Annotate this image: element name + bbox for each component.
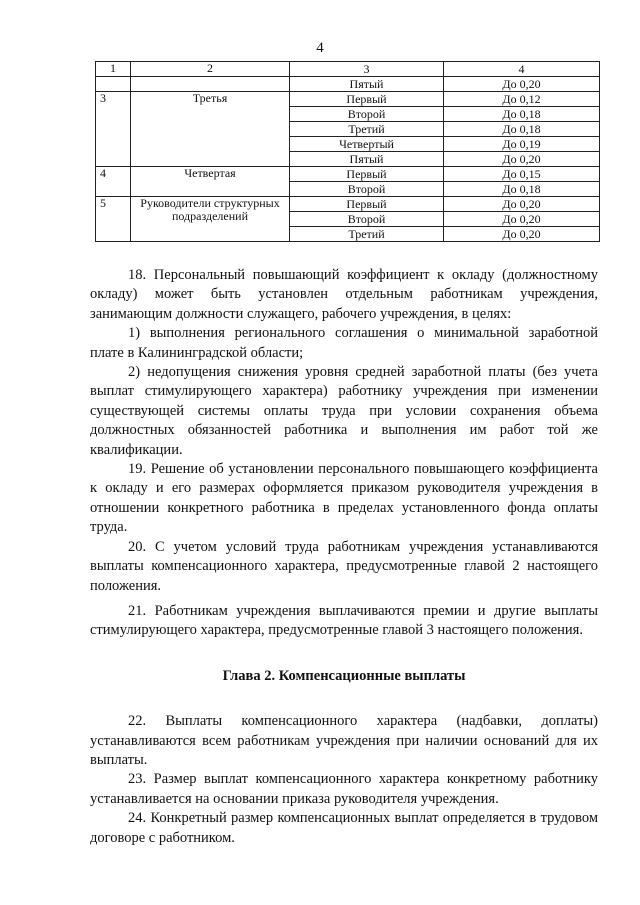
group-number-cell: 5 <box>96 197 131 242</box>
level-cell: Четвертый <box>290 137 444 152</box>
header-col-1: 1 <box>96 62 131 77</box>
coefficient-value-cell: До 0,15 <box>444 167 600 182</box>
page-number: 4 <box>316 40 324 56</box>
group-number-cell: 4 <box>96 167 131 197</box>
coefficient-value-cell: До 0,20 <box>444 212 600 227</box>
coefficient-value-cell: До 0,20 <box>444 152 600 167</box>
coefficient-value-cell: До 0,18 <box>444 107 600 122</box>
level-cell: Первый <box>290 92 444 107</box>
paragraph-18: 18. Персональный повышающий коэффициент к окладу (должностному окладу) может быть установлен отдельным работникам учреждения, занимающим должности служащего, рабочего учреждения, в целях: <box>90 267 598 322</box>
group-name-cell: Четвертая <box>131 167 290 197</box>
paragraph-21: 21. Работникам учреждения выплачиваются премии и другие выплаты стимулирующего характера, предусмотренные главой 3 настоящего положения. <box>90 602 598 639</box>
paragraph-18-item-2: 2) недопущения снижения уровня средней заработной платы (без учета выплат стимулирующего характера) работнику учреждения при изменении существующей системы оплаты труда при условии сохранения объема должностных обязанностей работника и выполнения им работ той же квалификации. <box>90 364 598 458</box>
group-number-cell <box>96 77 131 92</box>
table-body <box>96 77 600 242</box>
table-row <box>96 92 600 107</box>
paragraph-24: 24. Конкретный размер компенсационных выплат определяется в трудовом договоре с работником. <box>90 810 598 846</box>
table-row <box>96 167 600 182</box>
chapter-title: Глава 2. Компенсационные выплаты <box>222 667 466 684</box>
level-cell: Первый <box>290 197 444 212</box>
table-row <box>96 77 600 92</box>
level-cell: Второй <box>290 107 444 122</box>
coefficient-value-cell: До 0,12 <box>444 92 600 107</box>
coefficient-value-cell: До 0,20 <box>444 227 600 242</box>
group-name-cell: Третья <box>131 92 290 167</box>
coefficient-value-cell: До 0,20 <box>444 77 600 92</box>
coefficient-value-cell: До 0,18 <box>444 182 600 197</box>
group-number-cell: 3 <box>96 92 131 167</box>
level-cell: Пятый <box>290 77 444 92</box>
coefficient-table <box>95 61 600 242</box>
level-cell: Второй <box>290 182 444 197</box>
level-cell: Второй <box>290 212 444 227</box>
header-col-2: 2 <box>131 62 290 77</box>
coefficient-value-cell: До 0,18 <box>444 122 600 137</box>
header-col-4: 4 <box>444 62 600 77</box>
paragraph-19: 19. Решение об установлении персонального повышающего коэффициента к окладу и его размерах оформляется приказом руководителя учреждения в отношении конкретного работника в пределах установленного фонда оплаты труда. <box>90 461 598 536</box>
coefficient-value-cell: До 0,19 <box>444 137 600 152</box>
level-cell: Пятый <box>290 152 444 167</box>
level-cell: Первый <box>290 167 444 182</box>
paragraph-20: 20. С учетом условий труда работникам учреждения устанавливаются выплаты компенсационного характера, предусмотренные главой 2 настоящего положения. <box>90 538 598 594</box>
level-cell: Третий <box>290 227 444 242</box>
paragraph-22: 22. Выплаты компенсационного характера (надбавки, доплаты) устанавливаются всем работникам учреждения при наличии оснований для их выплаты. <box>90 713 598 768</box>
paragraph-23: 23. Размер выплат компенсационного характера конкретному работнику устанавливается на основании приказа руководителя учреждения. <box>90 771 598 807</box>
coefficient-value-cell: До 0,20 <box>444 197 600 212</box>
level-cell: Третий <box>290 122 444 137</box>
table-header-row <box>96 62 600 77</box>
header-col-3: 3 <box>290 62 444 77</box>
paragraph-18-item-1: 1) выполнения регионального соглашения о минимальной заработной плате в Калининградской области; <box>90 325 598 361</box>
group-name-cell: Руководители структурных подразделений <box>131 197 290 242</box>
document-body <box>90 266 598 848</box>
group-name-cell <box>131 77 290 92</box>
table-row <box>96 197 600 212</box>
